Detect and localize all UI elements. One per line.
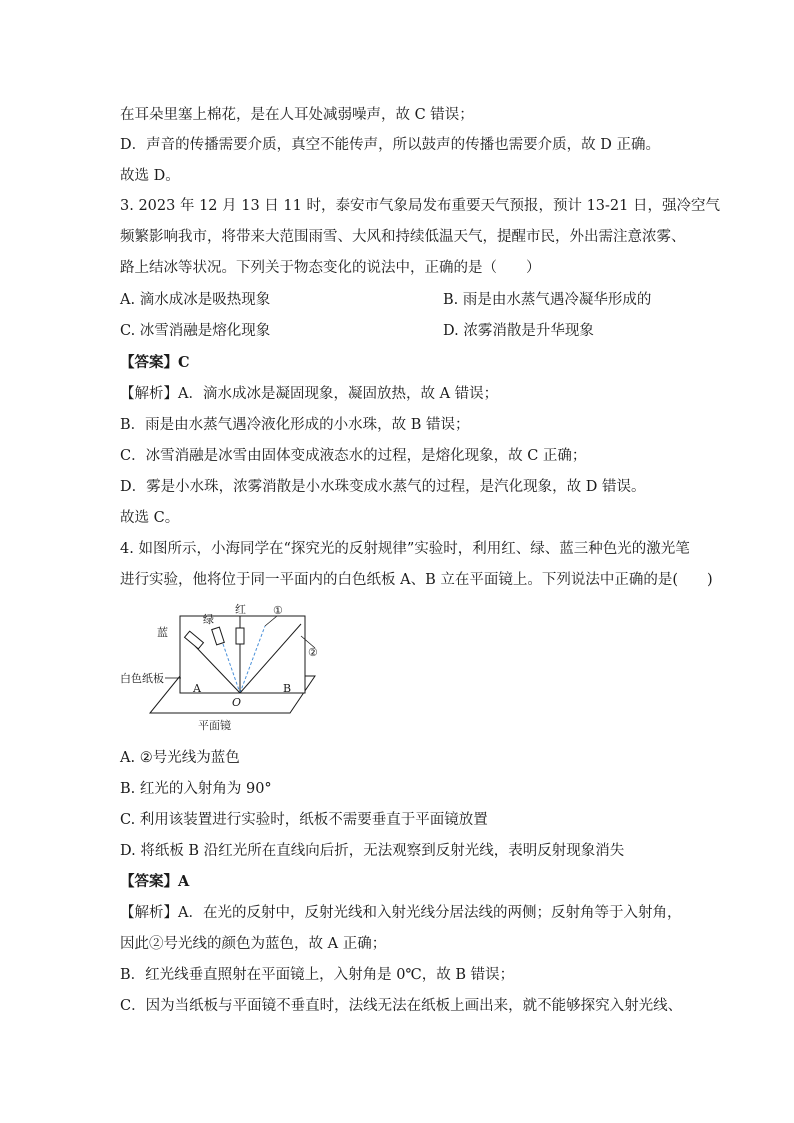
q3-option-b: B. 雨是由水蒸气遇冷凝华形成的 <box>443 292 652 308</box>
q3-explanation: D．雾是小水珠，浓雾消散是小水珠变成水蒸气的过程，是汽化现象，故 D 错误。 <box>120 479 646 495</box>
question-4-stem: 4. 如图所示，小海同学在“探究光的反射规律”实验时，利用红、绿、蓝三种色光的激光笔 <box>120 541 690 557</box>
q3-answer: 【答案】C <box>120 354 190 371</box>
text-line: 故选 D。 <box>120 168 180 184</box>
label-blue: 蓝 <box>157 626 168 639</box>
label-mirror: 平面镜 <box>198 719 231 732</box>
text-line: 在耳朵里塞上棉花，是在人耳处减弱噪声，故 C 错误； <box>120 107 474 123</box>
q4-explanation: 因此②号光线的颜色为蓝色，故 A 正确； <box>120 936 387 952</box>
red-laser-pen <box>236 628 244 644</box>
q3-explanation: B．雨是由水蒸气遇冷液化形成的小水珠，故 B 错误； <box>120 417 470 433</box>
q4-option-d: D. 将纸板 B 沿红光所在直线向后折，无法观察到反射光线，表明反射现象消失 <box>120 843 625 859</box>
label-circle-1: ① <box>273 604 283 617</box>
q4-option-b: B. 红光的入射角为 90° <box>120 781 272 797</box>
q4-explanation: B．红光线垂直照射在平面镜上，入射角是 0℃，故 B 错误； <box>120 967 515 983</box>
q4-option-a: A. ②号光线为蓝色 <box>120 750 240 766</box>
q3-explanation: C．冰雪消融是冰雪由固体变成液态水的过程，是熔化现象，故 C 正确； <box>120 448 587 464</box>
q4-option-c: C. 利用该装置进行实验时，纸板不需要垂直于平面镜放置 <box>120 812 488 828</box>
text-line: D．声音的传播需要介质，真空不能传声，所以鼓声的传播也需要介质，故 D 正确。 <box>120 137 660 153</box>
label-b: B <box>283 682 292 695</box>
label-a: A <box>193 682 201 695</box>
question-3-stem: 频繁影响我市，将带来大范围雨雪、大风和持续低温天气，提醒市民，外出需注意浓雾、 <box>120 229 686 245</box>
q3-option-a: A. 滴水成冰是吸热现象 <box>120 292 271 308</box>
question-4-stem: 进行实验，他将位于同一平面内的白色纸板 A、B 立在平面镜上。下列说法中正确的是( ) <box>120 572 713 588</box>
label-board: 白色纸板 <box>120 672 164 685</box>
label-circle-2: ② <box>308 646 318 659</box>
reflection-experiment-diagram <box>115 596 335 736</box>
q3-explanation: 【解析】A．滴水成冰是凝固现象，凝固放热，故 A 错误； <box>120 386 499 402</box>
question-3-stem: 路上结冰等状况。下列关于物态变化的说法中，正确的是（ ） <box>120 260 541 276</box>
q3-option-d: D. 浓雾消散是升华现象 <box>443 323 594 339</box>
label-o: O <box>232 696 242 709</box>
q4-answer: 【答案】A <box>120 873 190 890</box>
label-green: 绿 <box>203 613 214 626</box>
q4-explanation: C．因为当纸板与平面镜不垂直时，法线无法在纸板上画出来，就不能够探究入射光线、 <box>120 998 683 1014</box>
q3-option-c: C. 冰雪消融是熔化现象 <box>120 323 271 339</box>
q3-explanation: 故选 C。 <box>120 510 180 526</box>
question-3-stem: 3. 2023 年 12 月 13 日 11 时，泰安市气象局发布重要天气预报，预计 13-21 日，强冷空气 <box>120 198 720 214</box>
q4-explanation: 【解析】A．在光的反射中，反射光线和入射光线分居法线的两侧；反射角等于入射角， <box>120 905 682 921</box>
label-red: 红 <box>235 603 246 616</box>
